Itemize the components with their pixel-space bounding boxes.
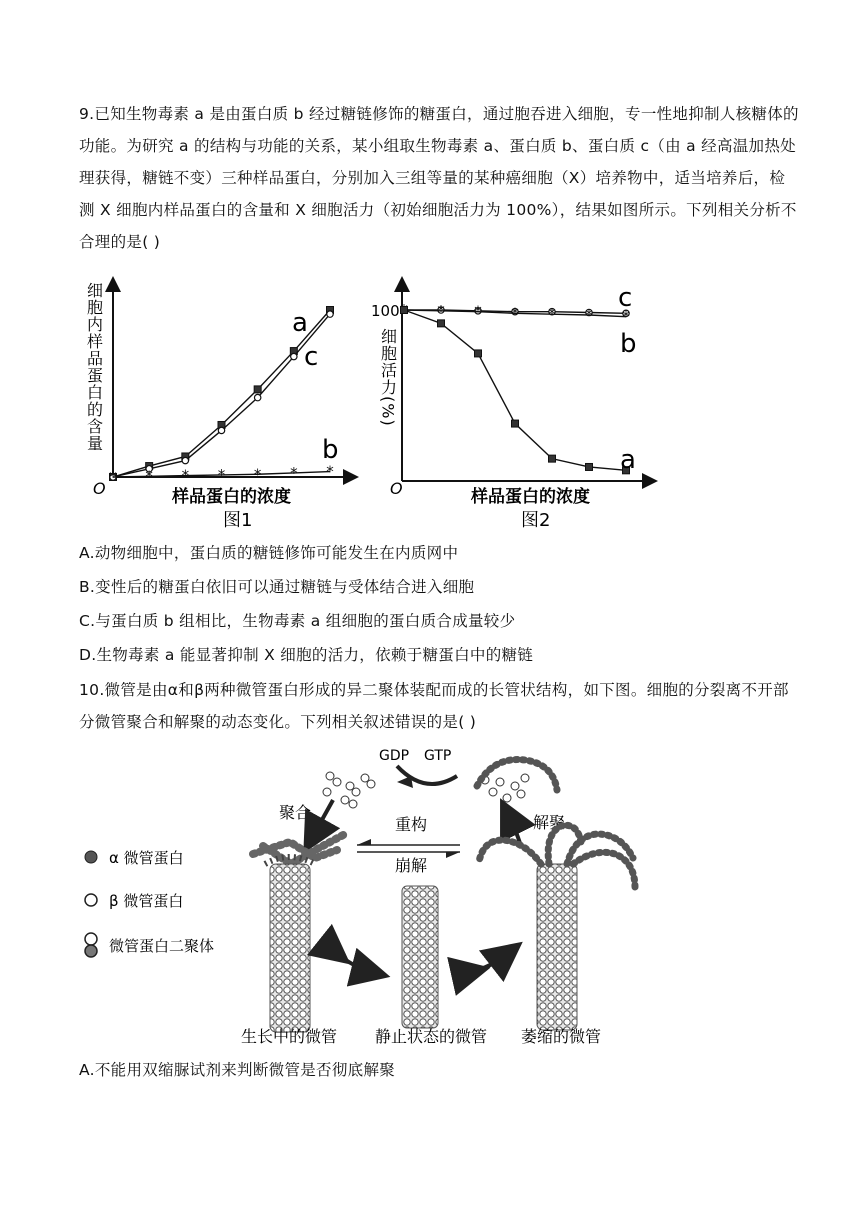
figure-1-origin: O bbox=[93, 479, 106, 498]
legend-beta-label: β 微管蛋白 bbox=[109, 892, 184, 910]
figure-1-series-c-point bbox=[291, 353, 297, 359]
figure-2-label-a: a bbox=[620, 445, 636, 475]
question-9-stem: 9.已知生物毒素 a 是由蛋白质 b 经过糖链修饰的糖蛋白，通过胞吞进入细胞，专一性地抑制人核糖体的功能。为研究 a 的结构与功能的关系，某小组取生物毒素 a、蛋白质 b、蛋白质 c（由 a 经高温加热处理获得，糖链不变）三种样品蛋白，分别加入三组等量的某种癌细胞（X）培养物中，适当培养后，检测 X 细胞内样品蛋白的含量和 X 细胞活力（初始细胞活力为 100%），结果如图所示。下列相关分析不合理的是( ) bbox=[79, 105, 799, 251]
figure-1-series-b-point: * bbox=[181, 466, 190, 485]
figure-1-series-c-point bbox=[182, 457, 188, 463]
figure-2-series-a-line bbox=[404, 310, 626, 470]
resting-microtubule bbox=[402, 886, 438, 1028]
figure-1-series-b-point: * bbox=[290, 463, 298, 482]
legend-alpha bbox=[85, 849, 184, 867]
figure-1-series-b-point: * bbox=[326, 462, 334, 481]
figure-1-series-a-point bbox=[254, 386, 261, 393]
legend-dimer-label: 微管蛋白二聚体 bbox=[109, 937, 215, 955]
figure-1-series-c-line bbox=[113, 314, 330, 477]
question-9-option-b[interactable]: B.变性后的糖蛋白依旧可以通过糖链与受体结合进入细胞 bbox=[79, 578, 475, 596]
figure-1-series-c-point bbox=[327, 311, 333, 317]
figure-2-series-b-point: * bbox=[548, 305, 556, 324]
collapse-arrowhead bbox=[446, 852, 460, 858]
figure-1-xlabel: 样品蛋白的浓度 bbox=[172, 487, 291, 507]
figure-1-series-b-point: * bbox=[109, 468, 117, 486]
polymerize-arrow bbox=[313, 800, 333, 836]
alpha-tubulin-icon bbox=[85, 851, 97, 863]
cycle-arrow-left bbox=[335, 952, 371, 972]
figure-2-origin: O bbox=[390, 479, 403, 498]
collapse-label: 崩解 bbox=[395, 856, 428, 875]
figure-2-ylabel: 细胞活力(%) bbox=[378, 328, 398, 427]
figure-1-label-a: a bbox=[292, 308, 308, 338]
figure-1-chart bbox=[80, 268, 380, 534]
legend-beta bbox=[85, 892, 183, 910]
caption-resting: 静止状态的微管 bbox=[375, 1027, 488, 1046]
figure-1-ylabel: 细胞内样品蛋白的含量 bbox=[84, 282, 104, 452]
figure-1-label-c: c bbox=[304, 342, 319, 372]
cycle-arrow-right bbox=[471, 954, 507, 972]
figure-2-caption: 图2 bbox=[521, 510, 551, 531]
figure-1-series-c-point bbox=[218, 427, 224, 433]
figure-2-series-a-point bbox=[475, 350, 482, 357]
figure-2-series-b-point: * bbox=[622, 307, 630, 326]
question-9-option-a[interactable]: A.动物细胞中，蛋白质的糖链修饰可能发生在内质网中 bbox=[79, 544, 459, 562]
dimer-icon-top bbox=[85, 933, 97, 945]
figure-1-label-b: b bbox=[322, 435, 339, 465]
figure-2-xlabel: 样品蛋白的浓度 bbox=[471, 487, 590, 507]
figure-2-series-b-point: * bbox=[474, 302, 482, 321]
legend-dimer bbox=[85, 933, 214, 957]
figure-2-chart bbox=[368, 268, 668, 534]
figure-2-label-b: b bbox=[620, 329, 637, 359]
polymerize-label: 聚合 bbox=[279, 803, 312, 822]
figure-1-caption: 图1 bbox=[223, 510, 253, 531]
gtp-label: GTP bbox=[424, 748, 452, 764]
figure-2-series-a-point bbox=[586, 463, 593, 470]
microtubule-diagram bbox=[75, 738, 675, 1048]
question-9-option-c[interactable]: C.与蛋白质 b 组相比，生物毒素 a 组细胞的蛋白质合成量较少 bbox=[79, 612, 516, 630]
figure-1-series-b-point: * bbox=[145, 467, 153, 486]
figure-2-ytick-100: 100 bbox=[371, 302, 400, 320]
dimer-icon-bottom bbox=[85, 945, 97, 957]
figure-1-series-b-point: * bbox=[217, 465, 226, 484]
figure-2-series-a-point bbox=[401, 307, 408, 314]
figure-1-series-c-point bbox=[254, 394, 260, 400]
legend-alpha-label: α 微管蛋白 bbox=[109, 849, 184, 867]
figure-2-label-c: c bbox=[618, 283, 633, 313]
gdp-label: GDP bbox=[379, 748, 410, 764]
figure-2-series-a-point bbox=[549, 455, 556, 462]
figure-1-series-b-point: * bbox=[253, 465, 262, 484]
question-9-option-d[interactable]: D.生物毒素 a 能显著抑制 X 细胞的活力，依赖于糖蛋白中的糖链 bbox=[79, 646, 534, 664]
figure-2-series-a-point bbox=[512, 420, 519, 427]
caption-growing: 生长中的微管 bbox=[241, 1027, 338, 1046]
free-dimers-right bbox=[481, 774, 529, 802]
gdp-gtp-arrowhead bbox=[397, 776, 413, 788]
figure-2-series-a-point bbox=[438, 320, 445, 327]
growing-microtubule bbox=[253, 834, 345, 1032]
question-10-stem: 10.微管是由α和β两种微管蛋白形成的异二聚体装配而成的长管状结构，如下图。细胞的分裂离不开部分微管聚合和解聚的动态变化。下列相关叙述错误的是( ) bbox=[79, 681, 789, 731]
caption-shrinking: 萎缩的微管 bbox=[521, 1027, 602, 1046]
rebuild-arrowhead bbox=[357, 839, 371, 845]
figure-2-series-b-point: * bbox=[585, 306, 593, 325]
beta-tubulin-icon bbox=[85, 894, 97, 906]
depolymerize-label: 解聚 bbox=[533, 813, 566, 832]
rebuild-label: 重构 bbox=[395, 815, 428, 834]
shrinking-microtubule bbox=[479, 825, 635, 1030]
figure-2-series-b-point: * bbox=[437, 301, 445, 320]
figure-2-series-b-point: * bbox=[511, 304, 519, 323]
question-10-option-a[interactable]: A.不能用双缩脲试剂来判断微管是否彻底解聚 bbox=[79, 1061, 396, 1079]
